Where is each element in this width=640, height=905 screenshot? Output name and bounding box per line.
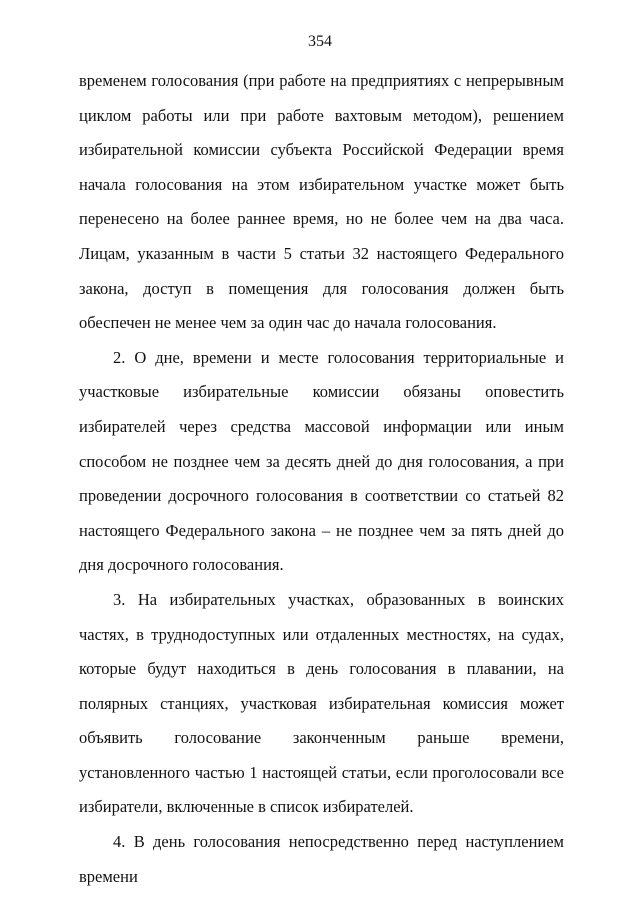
page-number: 354 <box>308 33 332 50</box>
paragraph-3: 3. На избирательных участках, образованных в воинских частях, в труднодоступных или отдаленных местностях, на судах, которые будут находиться в день голосования в плавании, на полярных станциях, участковая избирательная комиссия может объявить голосование законченным раньше времени, установленного частью 1 настоящей статьи, если проголосовали все избиратели, включенные в список избирателей. <box>79 589 564 817</box>
paragraph-continuation: временем голосования (при работе на предприятиях с непрерывным циклом работы или при работе вахтовым методом), решением избирательной комиссии субъекта Российской Федерации время начала голосования на этом избирательном участке может быть перенесено на более раннее время, но не более чем на два часа. Лицам, указанным в части 5 статьи 32 настоящего Федерального закона, доступ в помещения для голосования должен быть обеспечен не менее чем за один час до начала голосования. <box>79 71 564 333</box>
paragraph-4: 4. В день голосования непосредственно перед наступлением времени <box>79 832 564 886</box>
paragraph-2: 2. О дне, времени и месте голосования территориальные и участковые избирательные комиссии обязаны оповестить избирателей через средства массовой информации или иным способом не позднее чем за десять дней до дня голосования, а при проведении досрочного голосования в соответствии со статьей 82 настоящего Федерального закона – не позднее чем за пять дней до дня досрочного голосования. <box>79 347 564 575</box>
document-body <box>79 64 564 894</box>
